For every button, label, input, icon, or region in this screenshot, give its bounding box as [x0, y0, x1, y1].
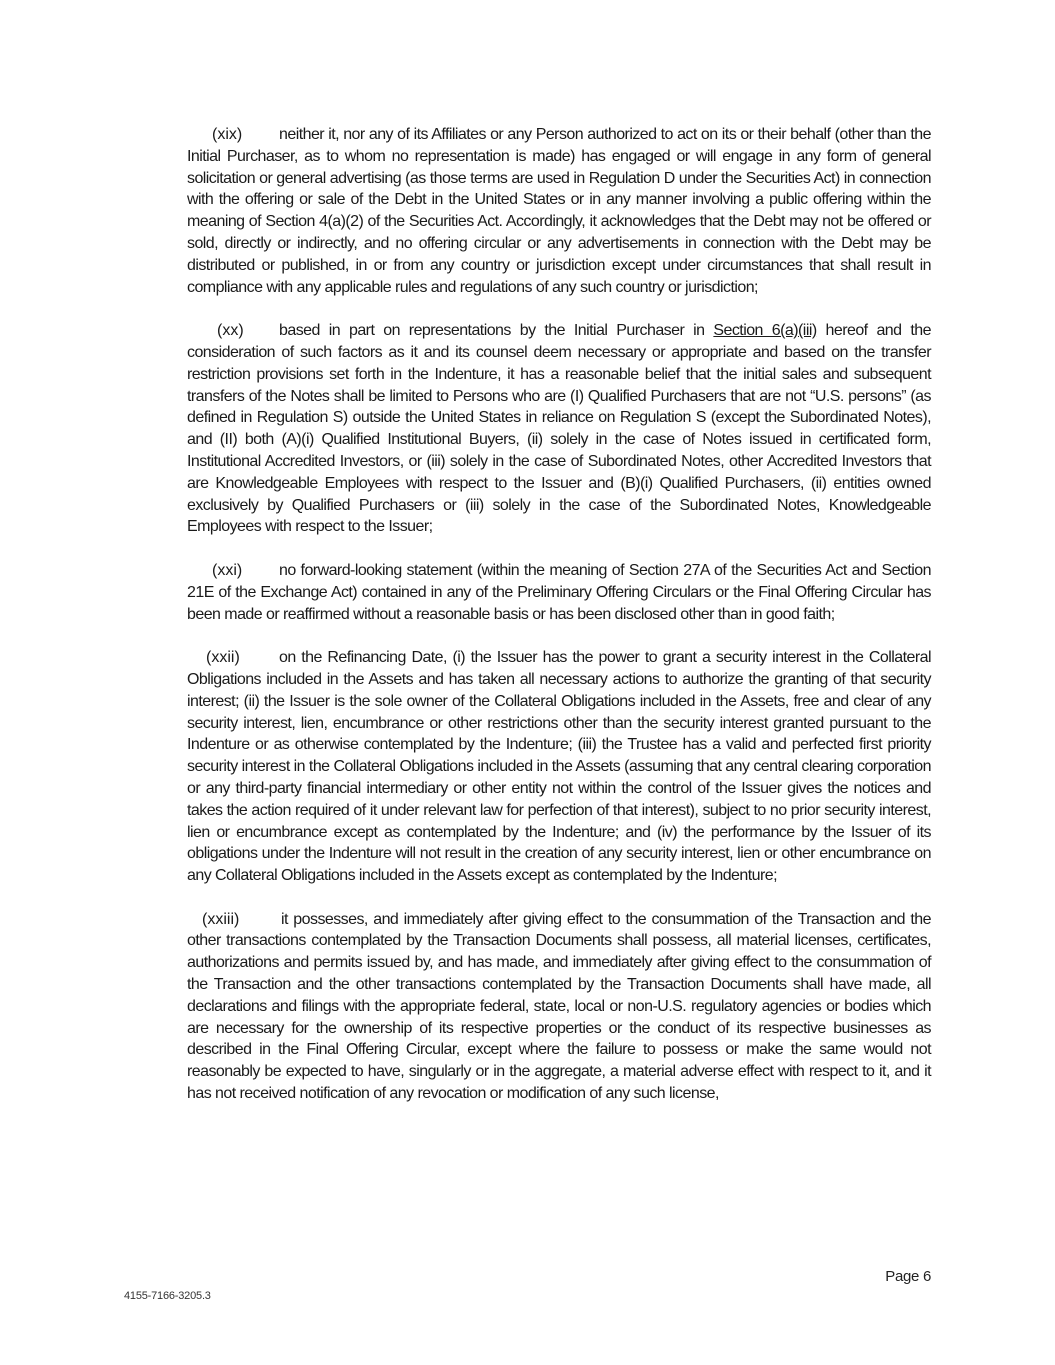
- document-body: [187, 124, 931, 1105]
- paragraph-xx: [187, 320, 931, 538]
- paragraph-text-continued: hereof and the consideration of such factors as it and its counsel deem necessary or appropriate and based on the transfer restriction provisions set forth in the Indenture, it has a reasonable belief that the initial sales and subsequent transfers of the Notes shall be limited to Persons who are (I) Qualified Purchasers that are not “U.S. persons” (as defined in Regulation S) outside the United States in reliance on Regulation S (except the Subordinated Notes), and (II) both (A)(i) Qualified Institutional Buyers, (ii) solely in the case of Notes issued in certificated form, Institutional Accredited Investors, or (iii) solely in the case of Subordinated Notes, other Accredited Investors that are Knowledgeable Employees with respect to the Issuer and (B)(i) Qualified Purchasers, (ii) entities owned exclusively by Qualified Purchasers or (iii) solely in the case of the Subordinated Notes, Knowledgeable Employees with respect to the Issuer;: [187, 322, 931, 536]
- paragraph-text: no forward-looking statement (within the meaning of Section 27A of the Securities Act and Section 21E of the Exchange Act) contained in any of the Preliminary Offering Circulars or the Final Offering Circular has been made or reaffirmed without a reasonable basis or has been disclosed other than in good faith;: [187, 561, 931, 623]
- paragraph-text: on the Refinancing Date, (i) the Issuer has the power to grant a security interest in the Collateral Obligations included in the Assets and has taken all necessary actions to authorize the granting of that security interest; (ii) the Issuer is the sole owner of the Collateral Obligations included in the Assets, free and clear of any security interest, lien, encumbrance or other restrictions other than the security interest granted pursuant to the Indenture or as otherwise contemplated by the Indenture; (iii) the Trustee has a valid and perfected first priority security interest in the Collateral Obligations included in the Assets (assuming that any central clearing corporation or any third-party financial intermediary or other entity not within the control of the Issuer gives the notices and takes the action required of it under relevant law for perfection of that interest), subject to no prior security interest, lien or encumbrance except as contemplated by the Indenture; and (iv) the performance by the Issuer of its obligations under the Indenture will not result in the creation of any security interest, lien or other encumbrance on any Collateral Obligations included in the Assets except as contemplated by the Indenture;: [187, 649, 931, 885]
- paragraph-number: (xxiii): [202, 910, 240, 928]
- paragraph-number: (xix): [212, 126, 243, 143]
- paragraph-xxii: [187, 647, 931, 887]
- paragraph-number: (xx): [217, 322, 244, 340]
- paragraph-xix: [187, 124, 931, 298]
- section-reference-link[interactable]: Section 6(a)(iii): [713, 322, 817, 340]
- paragraph-text: it possesses, and immediately after giving effect to the consummation of the Transaction and the other transactions contemplated by the Transaction Documents shall possess, all material licenses, certificates, authorizations and permits issued by, and has made, and immediately after giving effect to the consummation of the Transaction and the other transactions contemplated by the Transaction Documents shall have made, all declarations and filings with the appropriate federal, state, local or non-U.S. regulatory agencies or bodies which are necessary for the ownership of its respective properties or the conduct of its respective businesses as described in the Final Offering Circular, except where the failure to possess or make the same would not reasonably be expected to have, singularly or in the aggregate, a material adverse effect with respect to it, and it has not received notification of any revocation or modification of any such license,: [187, 910, 931, 1103]
- paragraph-xxiii: [187, 909, 931, 1105]
- paragraph-number: (xxii): [206, 649, 240, 667]
- document-id: 4155-7166-3205.3: [124, 1290, 211, 1302]
- paragraph-xxi: [187, 560, 931, 625]
- paragraph-number: (xxi): [212, 561, 243, 579]
- paragraph-text: neither it, nor any of its Affiliates or any Person authorized to act on its or their behalf (other than the Initial Purchaser, as to whom no representation is made) has engaged or will engage in any form of general solicitation or general advertising (as those terms are used in Regulation D under the Securities Act) in connection with the offering or sale of the Debt in the United States or in any manner involving a public offering within the meaning of Section 4(a)(2) of the Securities Act. Accordingly, it acknowledges that the Debt may not be offered or sold, directly or indirectly, and no offering circular or any advertisements in connection with the Debt may be distributed or published, in or from any country or jurisdiction except under circumstances that shall result in compliance with any applicable rules and regulations of any such country or jurisdiction;: [187, 126, 931, 296]
- page-number: Page 6: [885, 1268, 931, 1285]
- paragraph-text: based in part on representations by the Initial Purchaser in: [279, 322, 714, 340]
